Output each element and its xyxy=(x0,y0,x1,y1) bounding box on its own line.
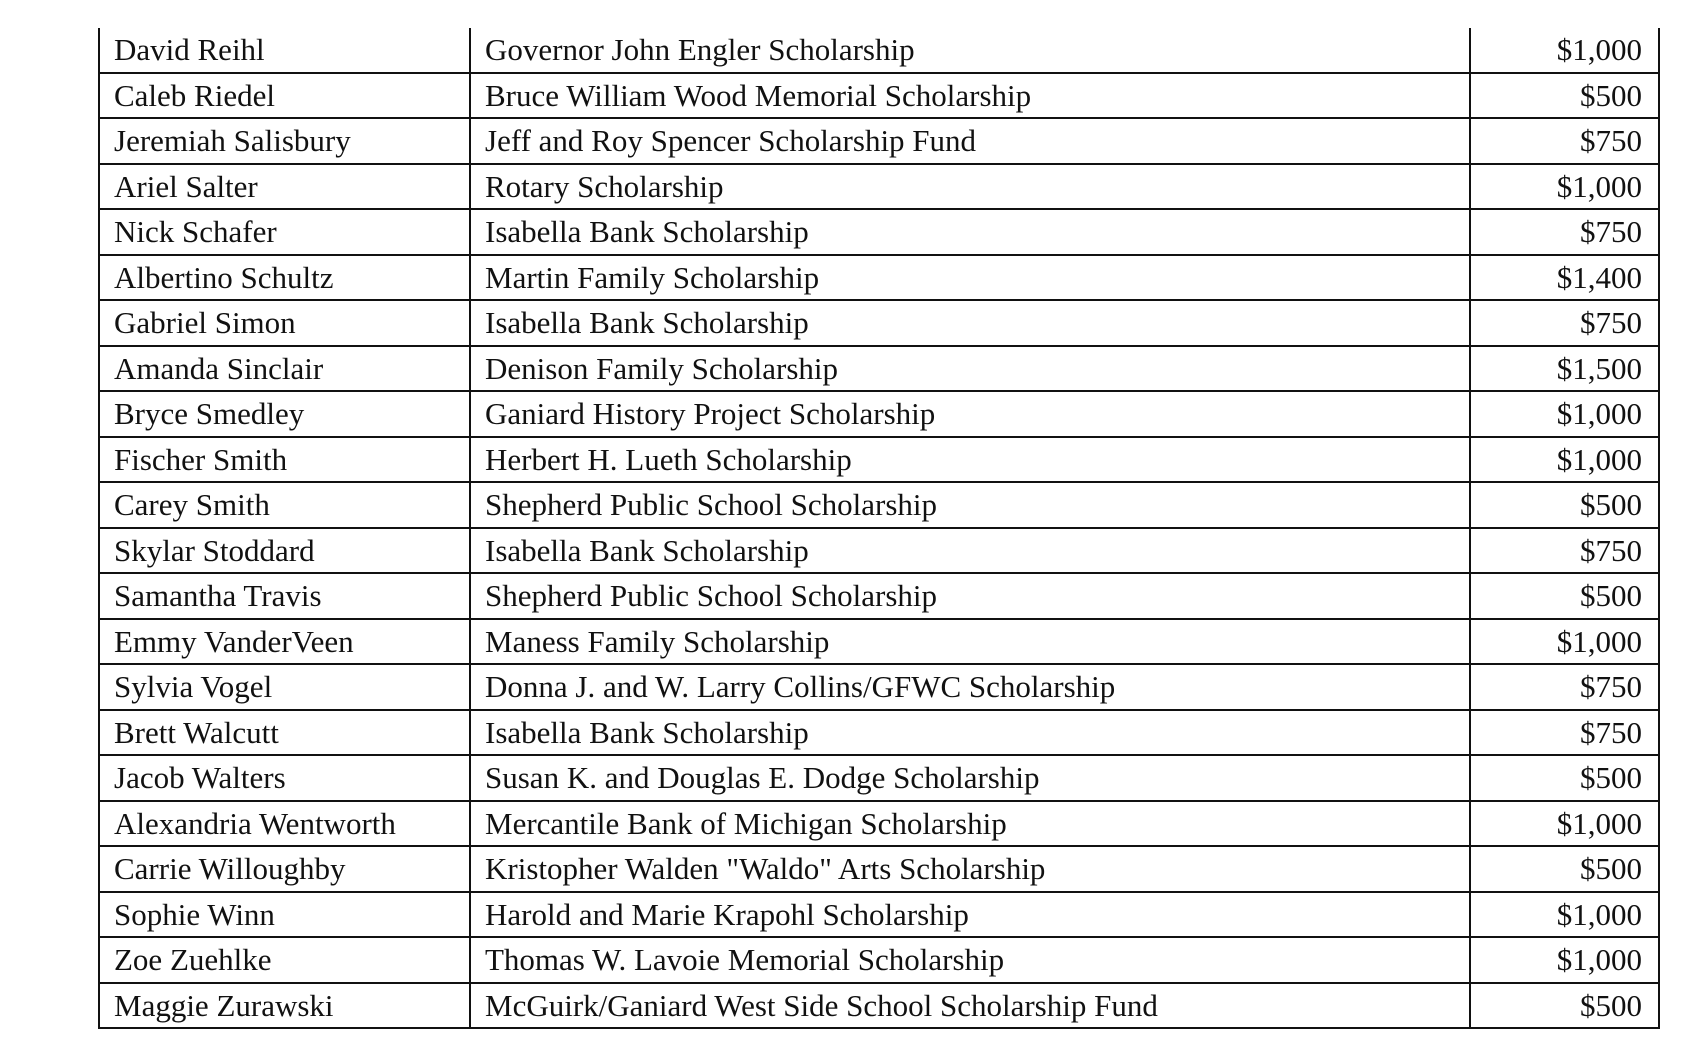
recipient-name: Carrie Willoughby xyxy=(99,846,470,892)
table-row xyxy=(99,346,1659,392)
scholarship-name: Rotary Scholarship xyxy=(470,164,1470,210)
scholarship-name: Shepherd Public School Scholarship xyxy=(470,482,1470,528)
award-amount: $500 xyxy=(1470,73,1659,119)
table-row xyxy=(99,710,1659,756)
scholarship-name: Shepherd Public School Scholarship xyxy=(470,573,1470,619)
table-row xyxy=(99,573,1659,619)
scholarship-name: Isabella Bank Scholarship xyxy=(470,300,1470,346)
award-amount: $750 xyxy=(1470,209,1659,255)
scholarship-name: Maness Family Scholarship xyxy=(470,619,1470,665)
recipient-name: Sylvia Vogel xyxy=(99,664,470,710)
recipient-name: Zoe Zuehlke xyxy=(99,937,470,983)
recipient-name: Albertino Schultz xyxy=(99,255,470,301)
recipient-name: Jeremiah Salisbury xyxy=(99,118,470,164)
scholarship-name: Martin Family Scholarship xyxy=(470,255,1470,301)
scholarship-name: Governor John Engler Scholarship xyxy=(470,28,1470,73)
award-amount: $1,000 xyxy=(1470,391,1659,437)
award-amount: $1,000 xyxy=(1470,801,1659,847)
scholarship-name: McGuirk/Ganiard West Side School Scholarship Fund xyxy=(470,983,1470,1029)
recipient-name: Ariel Salter xyxy=(99,164,470,210)
table-row xyxy=(99,801,1659,847)
award-amount: $500 xyxy=(1470,983,1659,1029)
award-amount: $750 xyxy=(1470,528,1659,574)
recipient-name: Maggie Zurawski xyxy=(99,983,470,1029)
table-row xyxy=(99,482,1659,528)
award-amount: $500 xyxy=(1470,482,1659,528)
table-row xyxy=(99,937,1659,983)
scholarship-name: Kristopher Walden "Waldo" Arts Scholarship xyxy=(470,846,1470,892)
recipient-name: Gabriel Simon xyxy=(99,300,470,346)
recipient-name: Samantha Travis xyxy=(99,573,470,619)
table-row xyxy=(99,164,1659,210)
scholarship-name: Jeff and Roy Spencer Scholarship Fund xyxy=(470,118,1470,164)
scholarship-name: Isabella Bank Scholarship xyxy=(470,710,1470,756)
scholarship-table xyxy=(98,28,1660,1029)
scholarship-name: Thomas W. Lavoie Memorial Scholarship xyxy=(470,937,1470,983)
scholarship-name: Mercantile Bank of Michigan Scholarship xyxy=(470,801,1470,847)
table-row xyxy=(99,255,1659,301)
recipient-name: Bryce Smedley xyxy=(99,391,470,437)
scholarship-name: Denison Family Scholarship xyxy=(470,346,1470,392)
award-amount: $1,000 xyxy=(1470,164,1659,210)
table-row xyxy=(99,437,1659,483)
award-amount: $750 xyxy=(1470,300,1659,346)
award-amount: $1,000 xyxy=(1470,28,1659,73)
recipient-name: Fischer Smith xyxy=(99,437,470,483)
table-row xyxy=(99,892,1659,938)
table-row xyxy=(99,73,1659,119)
scholarship-name: Isabella Bank Scholarship xyxy=(470,528,1470,574)
table-row xyxy=(99,664,1659,710)
award-amount: $750 xyxy=(1470,664,1659,710)
scholarship-name: Bruce William Wood Memorial Scholarship xyxy=(470,73,1470,119)
scholarship-name: Susan K. and Douglas E. Dodge Scholarship xyxy=(470,755,1470,801)
award-amount: $1,400 xyxy=(1470,255,1659,301)
recipient-name: Skylar Stoddard xyxy=(99,528,470,574)
award-amount: $1,000 xyxy=(1470,937,1659,983)
award-amount: $500 xyxy=(1470,573,1659,619)
table-row xyxy=(99,983,1659,1029)
award-amount: $1,000 xyxy=(1470,437,1659,483)
recipient-name: Nick Schafer xyxy=(99,209,470,255)
scholarship-name: Ganiard History Project Scholarship xyxy=(470,391,1470,437)
scholarship-name: Harold and Marie Krapohl Scholarship xyxy=(470,892,1470,938)
award-amount: $1,000 xyxy=(1470,892,1659,938)
recipient-name: Alexandria Wentworth xyxy=(99,801,470,847)
scholarship-name: Herbert H. Lueth Scholarship xyxy=(470,437,1470,483)
recipient-name: Sophie Winn xyxy=(99,892,470,938)
award-amount: $1,500 xyxy=(1470,346,1659,392)
award-amount: $500 xyxy=(1470,755,1659,801)
table-row xyxy=(99,28,1659,73)
table-row xyxy=(99,528,1659,574)
award-amount: $1,000 xyxy=(1470,619,1659,665)
recipient-name: David Reihl xyxy=(99,28,470,73)
award-amount: $500 xyxy=(1470,846,1659,892)
table-row xyxy=(99,846,1659,892)
table-row xyxy=(99,118,1659,164)
table-row xyxy=(99,209,1659,255)
scholarship-name: Donna J. and W. Larry Collins/GFWC Scholarship xyxy=(470,664,1470,710)
award-amount: $750 xyxy=(1470,118,1659,164)
recipient-name: Amanda Sinclair xyxy=(99,346,470,392)
table-row xyxy=(99,391,1659,437)
table-row xyxy=(99,619,1659,665)
table-row xyxy=(99,300,1659,346)
scholarship-table-body xyxy=(99,28,1659,1028)
table-row xyxy=(99,755,1659,801)
recipient-name: Caleb Riedel xyxy=(99,73,470,119)
recipient-name: Carey Smith xyxy=(99,482,470,528)
recipient-name: Emmy VanderVeen xyxy=(99,619,470,665)
recipient-name: Brett Walcutt xyxy=(99,710,470,756)
recipient-name: Jacob Walters xyxy=(99,755,470,801)
award-amount: $750 xyxy=(1470,710,1659,756)
scholarship-name: Isabella Bank Scholarship xyxy=(470,209,1470,255)
